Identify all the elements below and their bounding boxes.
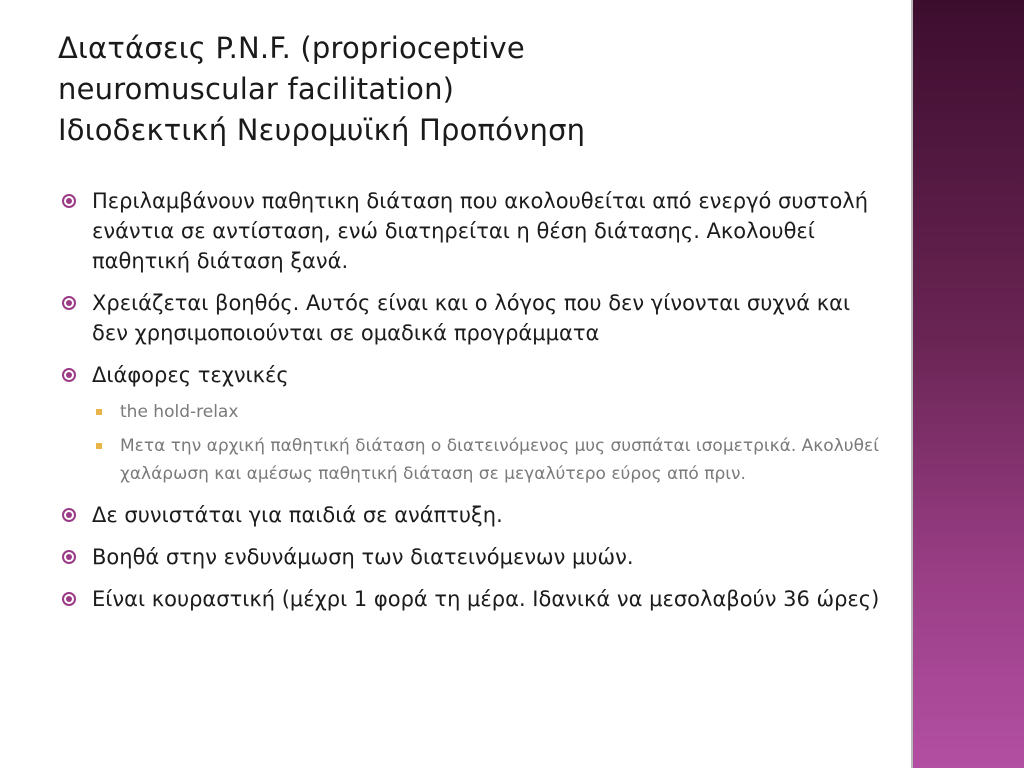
square-bullet-icon xyxy=(96,443,102,449)
bullet-circle-icon xyxy=(62,194,76,208)
bullet-item xyxy=(60,288,890,348)
sub-bullet-text: the hold-relax xyxy=(120,402,239,422)
decorative-side-band xyxy=(913,0,1024,768)
bullet-text: Δε συνιστάται για παιδιά σε ανάπτυξη. xyxy=(92,503,503,527)
bullet-circle-icon xyxy=(62,368,76,382)
bullet-item xyxy=(60,360,890,488)
bullet-item xyxy=(60,584,890,614)
bullet-circle-icon xyxy=(62,592,76,606)
bullet-item xyxy=(60,186,890,276)
bullet-text: Είναι κουραστική (μέχρι 1 φορά τη μέρα. Ιδανικά να μεσολαβούν 36 ώρες) xyxy=(92,587,880,611)
sub-bullet-text: Μετα την αρχική παθητική διάταση ο διατεινόμενος μυς συσπάται ισομετρικά. Ακολυθεί χαλάρωση και αμέσως παθητική διάταση σε μεγαλύτερο εύρος από πριν. xyxy=(120,436,879,484)
square-bullet-icon xyxy=(96,409,102,415)
bullet-circle-icon xyxy=(62,296,76,310)
bullet-item xyxy=(60,500,890,530)
sub-bullet-list xyxy=(90,398,890,488)
sub-bullet-item xyxy=(90,398,890,426)
sub-bullet-item xyxy=(90,432,890,488)
bullet-text: Χρειάζεται βοηθός. Αυτός είναι και ο λόγος που δεν γίνονται συχνά και δεν χρησιμοποιούνται σε ομαδικά προγράμματα xyxy=(92,291,851,345)
bullet-text: Περιλαμβάνουν παθητικη διάταση που ακολουθείται από ενεργό συστολή ενάντια σε αντίσταση, ενώ διατηρείται η θέση διάτασης. Ακολουθεί παθητική διάταση ξανά. xyxy=(92,189,869,273)
bullet-circle-icon xyxy=(62,550,76,564)
slide-title xyxy=(58,28,898,151)
bullet-text: Βοηθά στην ενδυνάμωση των διατεινόμενων μυών. xyxy=(92,545,634,569)
bullet-list xyxy=(60,186,890,626)
title-line-3: Ιδιοδεκτική Νευρομυϊκή Προπόνηση xyxy=(58,113,586,147)
title-line-2: neuromuscular facilitation) xyxy=(58,72,455,106)
bullet-item xyxy=(60,542,890,572)
bullet-text: Διάφορες τεχνικές xyxy=(92,363,289,387)
bullet-circle-icon xyxy=(62,508,76,522)
title-line-1: Διατάσεις P.N.F. (proprioceptive xyxy=(58,31,525,65)
